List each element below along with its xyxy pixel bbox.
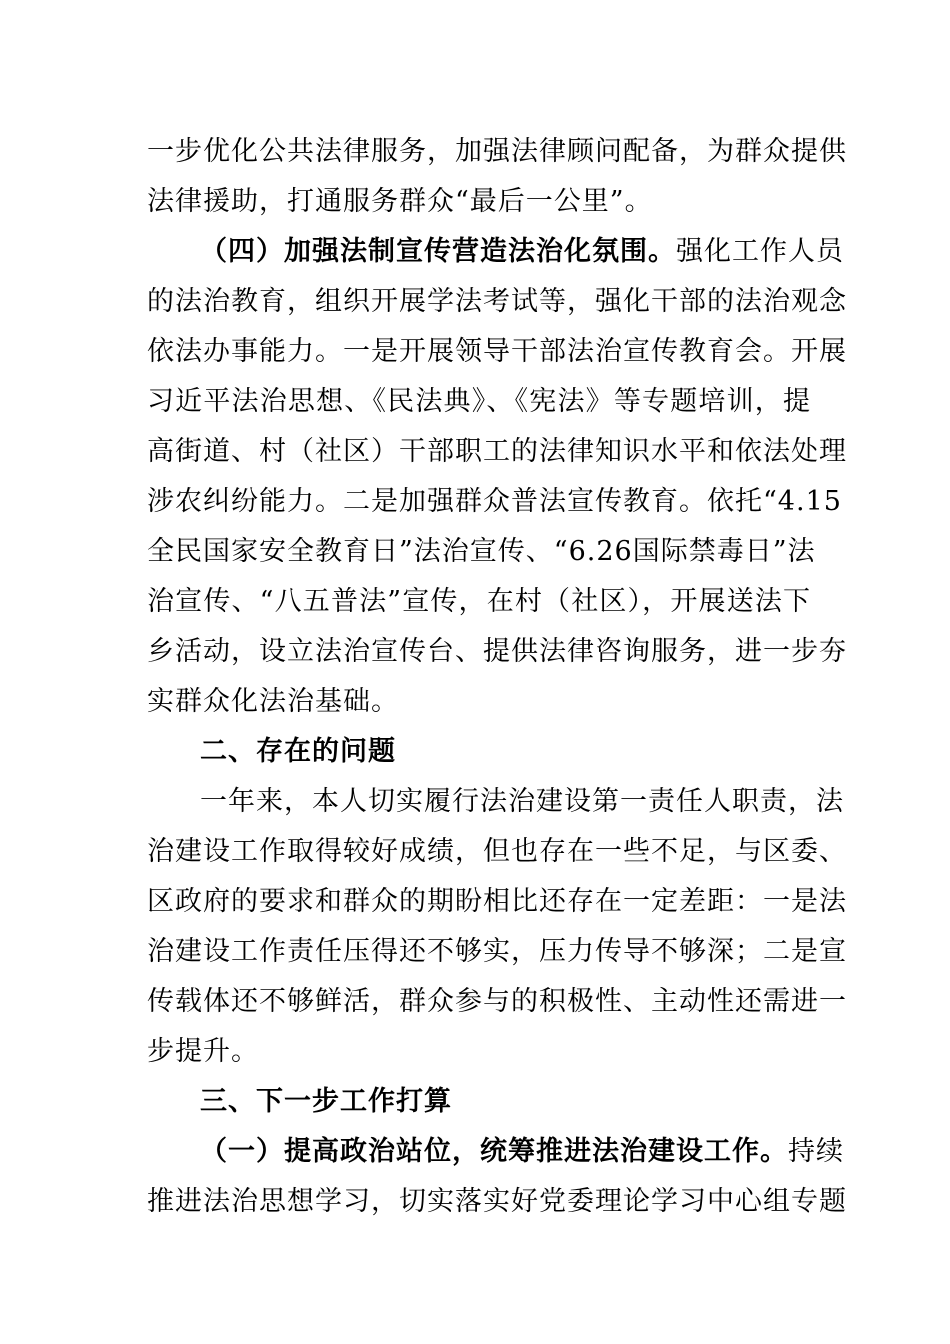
paragraph-line: 全民国家安全教育日”法治宣传、“6.26国际禁毒日”法 bbox=[147, 536, 816, 567]
paragraph-line: 治建设工作取得较好成绩，但也存在一些不足，与区委、 bbox=[147, 836, 847, 867]
paragraph-line: 治建设工作责任压得还不够实，压力传导不够深；二是宣 bbox=[147, 936, 847, 967]
section-lead-bold: （一）提高政治站位，统筹推进法治建设工作。 bbox=[200, 1136, 788, 1167]
paragraph-line: 传载体还不够鲜活，群众参与的积极性、主动性还需进一 bbox=[147, 986, 847, 1017]
paragraph-line: 习近平法治思想、《民法典》、《宪法》等专题培训，提 bbox=[147, 386, 811, 417]
paragraph-line: 治宣传、“八五普法”宣传，在村（社区），开展送法下 bbox=[147, 586, 811, 617]
paragraph-line bbox=[200, 1127, 844, 1177]
line-text: 持续 bbox=[788, 1136, 844, 1167]
paragraph-line: 依法办事能力。一是开展领导干部法治宣传教育会。开展 bbox=[147, 336, 847, 367]
paragraph-line: 一年来，本人切实履行法治建设第一责任人职责，法 bbox=[200, 786, 844, 817]
paragraph-line: 涉农纠纷能力。二是加强群众普法宣传教育。依托“4.15 bbox=[147, 486, 842, 517]
paragraph-line: 实群众化法治基础。 bbox=[147, 686, 399, 717]
paragraph-line: 一步优化公共法律服务，加强法律顾问配备，为群众提供 bbox=[147, 136, 847, 167]
paragraph-line: 推进法治思想学习，切实落实好党委理论学习中心组专题 bbox=[147, 1186, 847, 1217]
paragraph-line bbox=[200, 227, 844, 277]
section-heading: 三、下一步工作打算 bbox=[200, 1086, 452, 1117]
paragraph-line: 步提升。 bbox=[147, 1036, 259, 1067]
section-lead-bold: （四）加强法制宣传营造法治化氛围。 bbox=[200, 236, 676, 267]
paragraph-line: 乡活动，设立法治宣传台、提供法律咨询服务，进一步夯 bbox=[147, 636, 847, 667]
line-text: 强化工作人员 bbox=[676, 236, 844, 267]
paragraph-line: 法律援助，打通服务群众“最后一公里”。 bbox=[147, 186, 653, 217]
section-heading: 二、存在的问题 bbox=[200, 736, 396, 767]
paragraph-line: 的法治教育，组织开展学法考试等，强化干部的法治观念 bbox=[147, 286, 847, 317]
paragraph-line: 高街道、村（社区）干部职工的法律知识水平和依法处理 bbox=[147, 436, 847, 467]
paragraph-line: 区政府的要求和群众的期盼相比还存在一定差距：一是法 bbox=[147, 886, 847, 917]
